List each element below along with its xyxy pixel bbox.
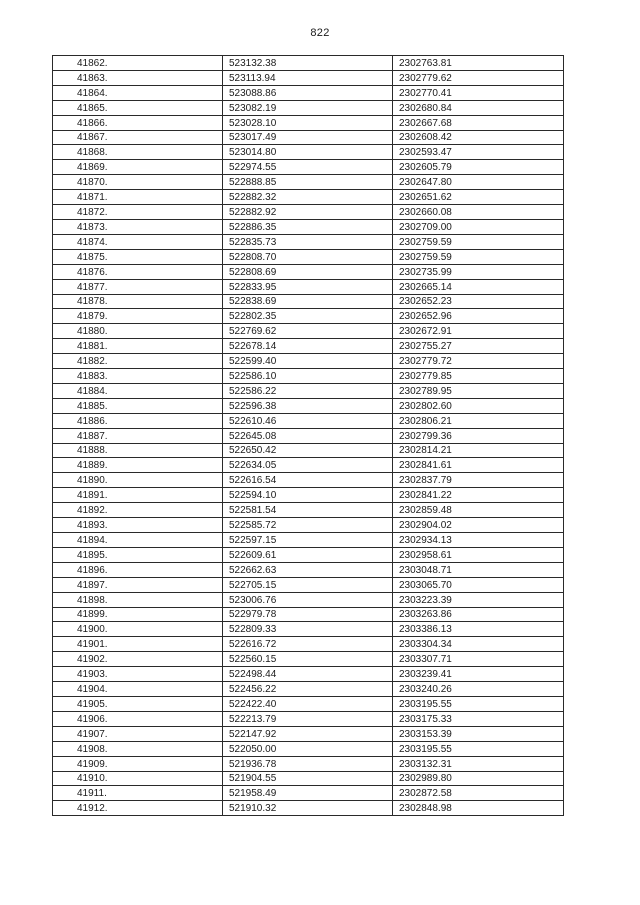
- point-number-cell: 41887.: [53, 428, 223, 443]
- y-coordinate-cell: 2302837.79: [393, 473, 564, 488]
- table-row: [53, 145, 564, 160]
- point-number-cell: 41864.: [53, 85, 223, 100]
- x-coordinate-cell: 522979.78: [223, 607, 393, 622]
- y-coordinate-cell: 2302802.60: [393, 398, 564, 413]
- y-coordinate-cell: 2302759.59: [393, 249, 564, 264]
- y-coordinate-cell: 2303223.39: [393, 592, 564, 607]
- y-coordinate-cell: 2302672.91: [393, 324, 564, 339]
- y-coordinate-cell: 2302904.02: [393, 518, 564, 533]
- x-coordinate-cell: 523028.10: [223, 115, 393, 130]
- table-row: [53, 354, 564, 369]
- x-coordinate-cell: 522213.79: [223, 711, 393, 726]
- x-coordinate-cell: 522456.22: [223, 682, 393, 697]
- point-number-cell: 41863.: [53, 70, 223, 85]
- point-number-cell: 41911.: [53, 786, 223, 801]
- table-row: [53, 771, 564, 786]
- point-number-cell: 41881.: [53, 339, 223, 354]
- y-coordinate-cell: 2302848.98: [393, 801, 564, 816]
- y-coordinate-cell: 2303175.33: [393, 711, 564, 726]
- y-coordinate-cell: 2302958.61: [393, 547, 564, 562]
- y-coordinate-cell: 2302608.42: [393, 130, 564, 145]
- table-row: [53, 533, 564, 548]
- x-coordinate-cell: 522585.72: [223, 518, 393, 533]
- x-coordinate-cell: 523082.19: [223, 100, 393, 115]
- y-coordinate-cell: 2303307.71: [393, 652, 564, 667]
- table-row: [53, 428, 564, 443]
- x-coordinate-cell: 522586.10: [223, 369, 393, 384]
- table-row: [53, 294, 564, 309]
- x-coordinate-cell: 522616.54: [223, 473, 393, 488]
- x-coordinate-cell: 522769.62: [223, 324, 393, 339]
- table-row: [53, 682, 564, 697]
- table-row: [53, 711, 564, 726]
- point-number-cell: 41905.: [53, 696, 223, 711]
- table-row: [53, 547, 564, 562]
- table-row: [53, 190, 564, 205]
- table-row: [53, 667, 564, 682]
- x-coordinate-cell: 522597.15: [223, 533, 393, 548]
- point-number-cell: 41900.: [53, 622, 223, 637]
- y-coordinate-cell: 2302647.80: [393, 175, 564, 190]
- x-coordinate-cell: 522835.73: [223, 234, 393, 249]
- table-row: [53, 70, 564, 85]
- table-row: [53, 607, 564, 622]
- y-coordinate-cell: 2302841.61: [393, 458, 564, 473]
- x-coordinate-cell: 522498.44: [223, 667, 393, 682]
- table-row: [53, 398, 564, 413]
- table-row: [53, 592, 564, 607]
- x-coordinate-cell: 523017.49: [223, 130, 393, 145]
- x-coordinate-cell: 522886.35: [223, 219, 393, 234]
- x-coordinate-cell: 522833.95: [223, 279, 393, 294]
- x-coordinate-cell: 522610.46: [223, 413, 393, 428]
- y-coordinate-cell: 2302789.95: [393, 383, 564, 398]
- x-coordinate-cell: 522882.92: [223, 205, 393, 220]
- table-row: [53, 100, 564, 115]
- y-coordinate-cell: 2302680.84: [393, 100, 564, 115]
- table-row: [53, 562, 564, 577]
- point-number-cell: 41872.: [53, 205, 223, 220]
- point-number-cell: 41867.: [53, 130, 223, 145]
- x-coordinate-cell: 522705.15: [223, 577, 393, 592]
- x-coordinate-cell: 523113.94: [223, 70, 393, 85]
- point-number-cell: 41869.: [53, 160, 223, 175]
- x-coordinate-cell: 521904.55: [223, 771, 393, 786]
- x-coordinate-cell: 522147.92: [223, 726, 393, 741]
- point-number-cell: 41865.: [53, 100, 223, 115]
- table-row: [53, 801, 564, 816]
- x-coordinate-cell: 522888.85: [223, 175, 393, 190]
- point-number-cell: 41888.: [53, 443, 223, 458]
- table-row: [53, 637, 564, 652]
- table-row: [53, 577, 564, 592]
- y-coordinate-cell: 2302859.48: [393, 503, 564, 518]
- table-row: [53, 234, 564, 249]
- point-number-cell: 41883.: [53, 369, 223, 384]
- table-row: [53, 413, 564, 428]
- x-coordinate-cell: 522422.40: [223, 696, 393, 711]
- point-number-cell: 41866.: [53, 115, 223, 130]
- table-row: [53, 369, 564, 384]
- point-number-cell: 41882.: [53, 354, 223, 369]
- y-coordinate-cell: 2302735.99: [393, 264, 564, 279]
- table-row: [53, 622, 564, 637]
- point-number-cell: 41884.: [53, 383, 223, 398]
- table-row: [53, 130, 564, 145]
- x-coordinate-cell: 522050.00: [223, 741, 393, 756]
- y-coordinate-cell: 2303195.55: [393, 696, 564, 711]
- point-number-cell: 41907.: [53, 726, 223, 741]
- point-number-cell: 41875.: [53, 249, 223, 264]
- table-row: [53, 756, 564, 771]
- point-number-cell: 41890.: [53, 473, 223, 488]
- x-coordinate-cell: 522586.22: [223, 383, 393, 398]
- point-number-cell: 41871.: [53, 190, 223, 205]
- y-coordinate-cell: 2302593.47: [393, 145, 564, 160]
- x-coordinate-cell: 521936.78: [223, 756, 393, 771]
- point-number-cell: 41868.: [53, 145, 223, 160]
- table-row: [53, 324, 564, 339]
- x-coordinate-cell: 522678.14: [223, 339, 393, 354]
- point-number-cell: 41908.: [53, 741, 223, 756]
- y-coordinate-cell: 2302934.13: [393, 533, 564, 548]
- table-row: [53, 488, 564, 503]
- y-coordinate-cell: 2302779.72: [393, 354, 564, 369]
- point-number-cell: 41880.: [53, 324, 223, 339]
- y-coordinate-cell: 2303195.55: [393, 741, 564, 756]
- table-row: [53, 383, 564, 398]
- point-number-cell: 41910.: [53, 771, 223, 786]
- point-number-cell: 41895.: [53, 547, 223, 562]
- x-coordinate-cell: 522808.69: [223, 264, 393, 279]
- y-coordinate-cell: 2302779.62: [393, 70, 564, 85]
- y-coordinate-cell: 2303065.70: [393, 577, 564, 592]
- y-coordinate-cell: 2302989.80: [393, 771, 564, 786]
- point-number-cell: 41876.: [53, 264, 223, 279]
- y-coordinate-cell: 2302841.22: [393, 488, 564, 503]
- point-number-cell: 41906.: [53, 711, 223, 726]
- y-coordinate-cell: 2303240.26: [393, 682, 564, 697]
- x-coordinate-cell: 523014.80: [223, 145, 393, 160]
- table-row: [53, 279, 564, 294]
- table-row: [53, 339, 564, 354]
- table-row: [53, 249, 564, 264]
- x-coordinate-cell: 522802.35: [223, 309, 393, 324]
- y-coordinate-cell: 2302709.00: [393, 219, 564, 234]
- y-coordinate-cell: 2302770.41: [393, 85, 564, 100]
- x-coordinate-cell: 522662.63: [223, 562, 393, 577]
- table-row: [53, 726, 564, 741]
- x-coordinate-cell: 522650.42: [223, 443, 393, 458]
- point-number-cell: 41862.: [53, 56, 223, 71]
- y-coordinate-cell: 2302605.79: [393, 160, 564, 175]
- table-row: [53, 85, 564, 100]
- x-coordinate-cell: 523088.86: [223, 85, 393, 100]
- x-coordinate-cell: 522581.54: [223, 503, 393, 518]
- y-coordinate-cell: 2302763.81: [393, 56, 564, 71]
- point-number-cell: 41901.: [53, 637, 223, 652]
- y-coordinate-cell: 2302779.85: [393, 369, 564, 384]
- point-number-cell: 41874.: [53, 234, 223, 249]
- y-coordinate-cell: 2302652.23: [393, 294, 564, 309]
- x-coordinate-cell: 522882.32: [223, 190, 393, 205]
- point-number-cell: 41899.: [53, 607, 223, 622]
- table-row: [53, 741, 564, 756]
- table-row: [53, 696, 564, 711]
- table-row: [53, 786, 564, 801]
- y-coordinate-cell: 2302759.59: [393, 234, 564, 249]
- point-number-cell: 41889.: [53, 458, 223, 473]
- x-coordinate-cell: 522808.70: [223, 249, 393, 264]
- point-number-cell: 41877.: [53, 279, 223, 294]
- table-row: [53, 443, 564, 458]
- x-coordinate-cell: 522560.15: [223, 652, 393, 667]
- point-number-cell: 41878.: [53, 294, 223, 309]
- x-coordinate-cell: 522594.10: [223, 488, 393, 503]
- point-number-cell: 41904.: [53, 682, 223, 697]
- coordinates-table: [52, 55, 564, 816]
- table-row: [53, 473, 564, 488]
- table-row: [53, 205, 564, 220]
- point-number-cell: 41896.: [53, 562, 223, 577]
- x-coordinate-cell: 522645.08: [223, 428, 393, 443]
- point-number-cell: 41870.: [53, 175, 223, 190]
- y-coordinate-cell: 2302651.62: [393, 190, 564, 205]
- table-row: [53, 56, 564, 71]
- point-number-cell: 41891.: [53, 488, 223, 503]
- table-row: [53, 309, 564, 324]
- y-coordinate-cell: 2303153.39: [393, 726, 564, 741]
- x-coordinate-cell: 523006.76: [223, 592, 393, 607]
- point-number-cell: 41893.: [53, 518, 223, 533]
- y-coordinate-cell: 2302667.68: [393, 115, 564, 130]
- y-coordinate-cell: 2303304.34: [393, 637, 564, 652]
- point-number-cell: 41909.: [53, 756, 223, 771]
- point-number-cell: 41886.: [53, 413, 223, 428]
- point-number-cell: 41897.: [53, 577, 223, 592]
- x-coordinate-cell: 522616.72: [223, 637, 393, 652]
- y-coordinate-cell: 2302665.14: [393, 279, 564, 294]
- table-row: [53, 458, 564, 473]
- table-row: [53, 264, 564, 279]
- table-row: [53, 219, 564, 234]
- y-coordinate-cell: 2302755.27: [393, 339, 564, 354]
- x-coordinate-cell: 521958.49: [223, 786, 393, 801]
- x-coordinate-cell: 522599.40: [223, 354, 393, 369]
- y-coordinate-cell: 2302806.21: [393, 413, 564, 428]
- table-row: [53, 652, 564, 667]
- x-coordinate-cell: 522634.05: [223, 458, 393, 473]
- x-coordinate-cell: 522974.55: [223, 160, 393, 175]
- point-number-cell: 41898.: [53, 592, 223, 607]
- point-number-cell: 41903.: [53, 667, 223, 682]
- table-row: [53, 175, 564, 190]
- y-coordinate-cell: 2303239.41: [393, 667, 564, 682]
- x-coordinate-cell: 521910.32: [223, 801, 393, 816]
- table-row: [53, 160, 564, 175]
- y-coordinate-cell: 2302799.36: [393, 428, 564, 443]
- table-row: [53, 518, 564, 533]
- y-coordinate-cell: 2302814.21: [393, 443, 564, 458]
- table-row: [53, 503, 564, 518]
- x-coordinate-cell: 522838.69: [223, 294, 393, 309]
- point-number-cell: 41894.: [53, 533, 223, 548]
- coordinates-table-body: [53, 56, 564, 816]
- y-coordinate-cell: 2303386.13: [393, 622, 564, 637]
- point-number-cell: 41912.: [53, 801, 223, 816]
- y-coordinate-cell: 2302872.58: [393, 786, 564, 801]
- point-number-cell: 41892.: [53, 503, 223, 518]
- y-coordinate-cell: 2303263.86: [393, 607, 564, 622]
- y-coordinate-cell: 2303132.31: [393, 756, 564, 771]
- x-coordinate-cell: 522809.33: [223, 622, 393, 637]
- page-number: 822: [310, 27, 330, 39]
- y-coordinate-cell: 2302660.08: [393, 205, 564, 220]
- x-coordinate-cell: 522609.61: [223, 547, 393, 562]
- y-coordinate-cell: 2303048.71: [393, 562, 564, 577]
- x-coordinate-cell: 522596.38: [223, 398, 393, 413]
- point-number-cell: 41902.: [53, 652, 223, 667]
- table-row: [53, 115, 564, 130]
- y-coordinate-cell: 2302652.96: [393, 309, 564, 324]
- point-number-cell: 41879.: [53, 309, 223, 324]
- point-number-cell: 41885.: [53, 398, 223, 413]
- x-coordinate-cell: 523132.38: [223, 56, 393, 71]
- point-number-cell: 41873.: [53, 219, 223, 234]
